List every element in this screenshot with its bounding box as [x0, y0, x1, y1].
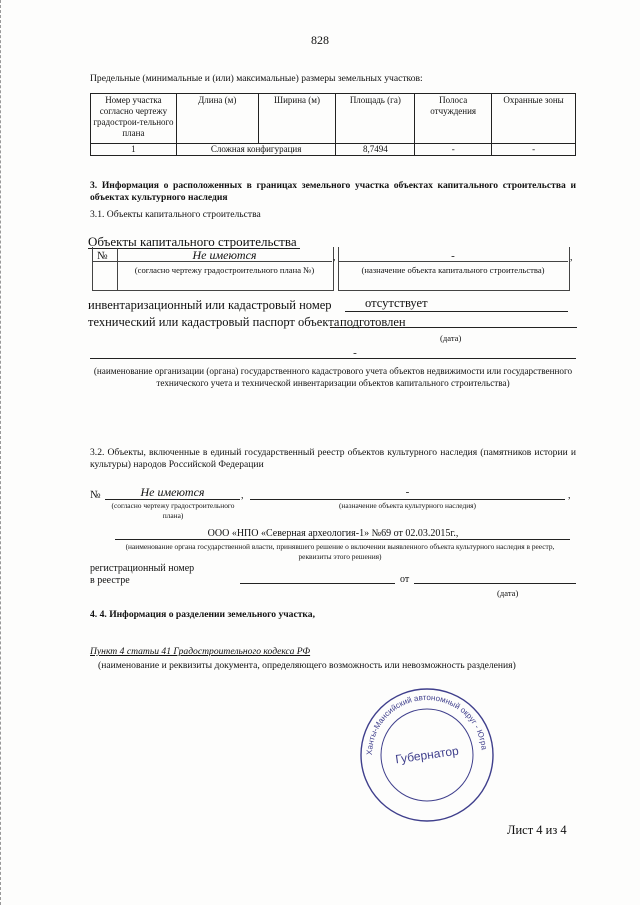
cell-shape: Сложная конфигурация [176, 144, 336, 156]
reg-date-note: (дата) [497, 588, 519, 598]
limits-table [90, 93, 576, 156]
cell-number: 1 [91, 144, 177, 156]
passport-label: технический или кадастровый паспорт объекта [88, 315, 340, 329]
inventory-value: отсутствует [365, 296, 428, 310]
heritage-number-value: Не имеются [140, 485, 205, 499]
org-line [90, 358, 576, 359]
section32-heading: 3.2. Объекты, включенные в единый государственный реестр объектов культурного наследия (памятников истории и культуры) народов Российской Федерации [90, 447, 576, 470]
cell-zones: - [492, 144, 576, 156]
col-header-width: Ширина (м) [258, 94, 336, 144]
cell-strip: - [415, 144, 492, 156]
stamp-center-text: Губернатор [394, 743, 460, 767]
heritage-number-note: (согласно чертежу градостроительного плана) [111, 501, 235, 520]
org-value: - [353, 347, 357, 359]
sheet-footer: Лист 4 из 4 [507, 823, 567, 837]
stamp-ring-text: Ханты-Мансийский автономный округ - Югра [364, 692, 489, 756]
objects-purpose-note: (назначение объекта капитального строительства) [361, 265, 545, 275]
comma-separator: , [241, 490, 244, 501]
col-header-zones: Охранные зоны [492, 94, 576, 144]
inventory-line [345, 311, 568, 312]
section4-heading: 4. 4. Информация о разделении земельного участка, [90, 609, 316, 620]
passport-value: подготовлен [340, 315, 406, 329]
section31-heading: 3.1. Объекты капитального строительства [90, 209, 261, 220]
heritage-purpose-line [250, 499, 565, 500]
cell-area: 8,7494 [336, 144, 415, 156]
official-stamp [358, 686, 496, 824]
comma-separator: , [568, 490, 571, 501]
objects-title: Объекты капитального строительства [88, 234, 297, 249]
decision-note: (наименование органа государственной власти, принявшего решение о включении выявленного объекта культурного наследия в реестр, реквизиты этого решения) [125, 542, 555, 561]
page-number: 828 [311, 33, 329, 47]
col-header-number: Номер участка согласно чертежу градострои-тельного плана [91, 94, 177, 144]
from-label: от [400, 574, 410, 585]
heritage-number-label: № [90, 489, 101, 501]
limits-intro: Предельные (минимальные и (или) максимальные) размеры земельных участков: [90, 73, 423, 84]
inventory-label: инвентаризационный или кадастровый номер [88, 298, 332, 312]
comma-separator: , [333, 252, 336, 263]
division-document: Пункт 4 статьи 41 Градостроительного кодекса РФ [90, 646, 311, 657]
objects-number-label: № [97, 250, 108, 262]
col-header-strip: Полоса отчуждения [415, 94, 492, 144]
reg-number-label: регистрационный номер в реестре [90, 563, 195, 586]
heritage-number-line [105, 499, 240, 500]
org-note: (наименование организации (органа) государственного кадастрового учета объектов недвижимости или государственного технического учета и технической инвентаризации объектов капитального строительства) [93, 366, 573, 388]
passport-date-note: (дата) [440, 333, 462, 343]
comma-separator: , [570, 252, 573, 263]
col-header-length: Длина (м) [176, 94, 258, 144]
heritage-purpose-note: (назначение объекта культурного наследия) [338, 501, 477, 510]
scan-edge [0, 0, 9, 905]
objects-purpose-value: - [451, 250, 455, 262]
reg-date-line [414, 583, 576, 584]
col-header-area: Площадь (га) [336, 94, 415, 144]
objects-number-value: Не имеются [192, 248, 257, 262]
section3-heading: 3. Информация о расположенных в границах земельного участка объектах капитального строительства и объектах культурного наследия [90, 180, 576, 203]
division-document-note: (наименование и реквизиты документа, определяющего возможность или невозможность разделения) [98, 660, 516, 671]
table-row [91, 144, 576, 156]
decision-line [115, 539, 570, 540]
objects-number-note: (согласно чертежу градостроительного плана №) [134, 265, 315, 275]
reg-number-line [240, 583, 395, 584]
decision-value: ООО «НПО «Северная археология-1» №69 от 02.03.2015г., [207, 528, 459, 539]
passport-line [330, 327, 577, 328]
limits-header-row [91, 94, 576, 144]
heritage-purpose-value: - [405, 486, 410, 498]
